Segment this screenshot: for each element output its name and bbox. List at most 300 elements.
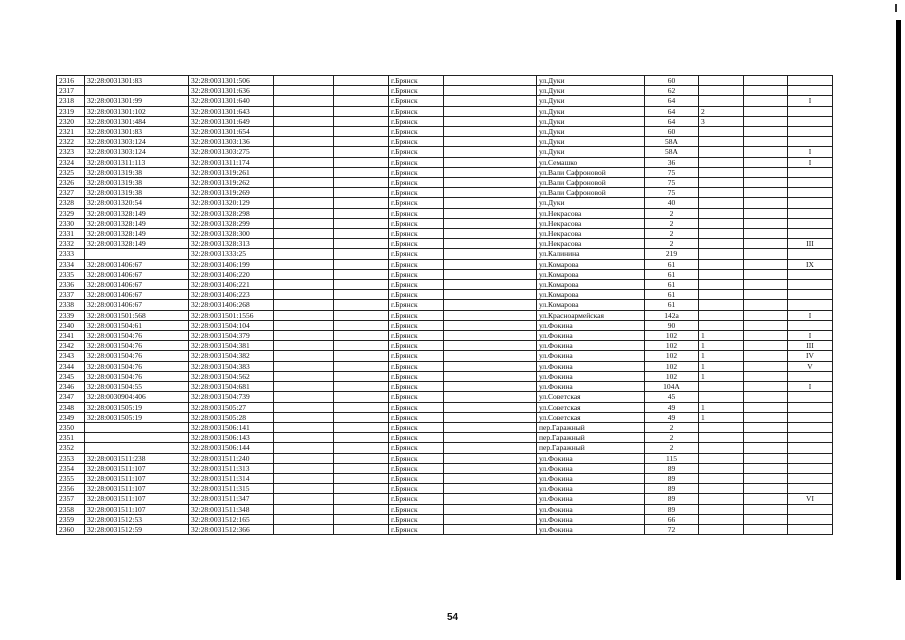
table-cell <box>334 290 389 300</box>
table-cell: 32:28:0031311:113 <box>85 157 189 167</box>
table-cell: 61 <box>645 269 699 279</box>
table-cell: 2321 <box>57 127 85 137</box>
table-cell: 102 <box>645 361 699 371</box>
table-cell: 2345 <box>57 371 85 381</box>
table-row <box>57 433 833 443</box>
table-cell <box>334 443 389 453</box>
table-cell <box>744 208 788 218</box>
table-cell: ул.Комарова <box>537 290 645 300</box>
table-cell <box>334 106 389 116</box>
table-cell: 2327 <box>57 188 85 198</box>
table-cell: 2355 <box>57 473 85 483</box>
table-cell <box>788 137 833 147</box>
table-cell <box>788 167 833 177</box>
table-cell: 75 <box>645 167 699 177</box>
table-cell <box>334 382 389 392</box>
table-cell <box>788 116 833 126</box>
table-cell <box>274 382 334 392</box>
table-cell <box>444 320 537 330</box>
table-cell: 49 <box>645 412 699 422</box>
table-cell: г.Брянск <box>389 392 444 402</box>
table-cell: 32:28:0031406:67 <box>85 290 189 300</box>
table-cell: 32:28:0031303:124 <box>85 137 189 147</box>
table-cell <box>744 178 788 188</box>
table-cell <box>744 443 788 453</box>
table-cell <box>274 453 334 463</box>
table-cell <box>699 188 744 198</box>
table-cell <box>744 229 788 239</box>
table-cell <box>334 361 389 371</box>
table-cell: 2341 <box>57 331 85 341</box>
table-cell: г.Брянск <box>389 331 444 341</box>
table-cell <box>334 96 389 106</box>
table-cell: ул.Красноармейская <box>537 310 645 320</box>
table-cell <box>444 463 537 473</box>
table-cell <box>744 157 788 167</box>
table-cell <box>699 422 744 432</box>
table-cell: ул.Фокина <box>537 320 645 330</box>
table-cell: 32:28:0031406:67 <box>85 280 189 290</box>
table-cell <box>444 167 537 177</box>
table-row <box>57 392 833 402</box>
table-cell <box>744 494 788 504</box>
table-cell: 2318 <box>57 96 85 106</box>
table-cell <box>699 514 744 524</box>
table-cell: 32:28:0031511:107 <box>85 504 189 514</box>
table-cell: г.Брянск <box>389 269 444 279</box>
table-cell: 32:28:0031319:262 <box>189 178 274 188</box>
table-cell: 104А <box>645 382 699 392</box>
table-cell: 32:28:0031319:269 <box>189 188 274 198</box>
table-cell <box>274 371 334 381</box>
table-cell <box>274 218 334 228</box>
table-cell: 32:28:0031406:223 <box>189 290 274 300</box>
table-cell: пер.Гаражный <box>537 433 645 443</box>
table-cell: 2 <box>645 443 699 453</box>
table-row <box>57 86 833 96</box>
table-cell <box>699 473 744 483</box>
table-cell <box>274 433 334 443</box>
table-cell <box>274 280 334 290</box>
table-cell: ул.Вали Сафроновой <box>537 188 645 198</box>
table-cell: г.Брянск <box>389 310 444 320</box>
table-cell: г.Брянск <box>389 116 444 126</box>
table-cell <box>444 86 537 96</box>
table-cell: г.Брянск <box>389 473 444 483</box>
table-cell: ул.Фокина <box>537 371 645 381</box>
table-cell: ул.Дуки <box>537 127 645 137</box>
table-cell <box>744 249 788 259</box>
table-cell <box>699 494 744 504</box>
table-cell: 32:28:0031504:104 <box>189 320 274 330</box>
table-cell: 32:28:0031303:275 <box>189 147 274 157</box>
table-cell: 2340 <box>57 320 85 330</box>
table-cell: 32:28:0031406:199 <box>189 259 274 269</box>
table-cell: 1 <box>699 402 744 412</box>
table-row <box>57 504 833 514</box>
table-cell: г.Брянск <box>389 382 444 392</box>
table-cell: 115 <box>645 453 699 463</box>
scan-edge-bar <box>896 20 901 580</box>
table-cell <box>788 504 833 514</box>
table-cell: 32:28:0031511:314 <box>189 473 274 483</box>
table-cell: 32:28:0031328:300 <box>189 229 274 239</box>
table-cell: г.Брянск <box>389 249 444 259</box>
table-cell: г.Брянск <box>389 147 444 157</box>
table-cell <box>744 320 788 330</box>
table-cell: г.Брянск <box>389 208 444 218</box>
table-cell: 32:28:0031505:19 <box>85 412 189 422</box>
table-cell <box>699 96 744 106</box>
table-cell: 32:28:0031406:67 <box>85 269 189 279</box>
table-cell <box>444 198 537 208</box>
table-cell: 2338 <box>57 300 85 310</box>
table-cell <box>274 249 334 259</box>
table-cell <box>444 473 537 483</box>
table-cell <box>444 127 537 137</box>
table-cell <box>444 290 537 300</box>
table-cell <box>744 259 788 269</box>
table-cell <box>699 463 744 473</box>
table-cell: ул.Фокина <box>537 463 645 473</box>
table-cell <box>274 208 334 218</box>
table-cell: 2316 <box>57 76 85 86</box>
table-cell <box>744 463 788 473</box>
table-row <box>57 331 833 341</box>
table-cell <box>85 422 189 432</box>
table-cell <box>699 433 744 443</box>
table-cell: 32:28:0031504:379 <box>189 331 274 341</box>
table-cell <box>334 157 389 167</box>
table-cell: 2343 <box>57 351 85 361</box>
table-row <box>57 361 833 371</box>
table-cell <box>334 494 389 504</box>
table-cell <box>744 351 788 361</box>
table-cell: 2 <box>645 422 699 432</box>
table-cell <box>274 494 334 504</box>
table-cell <box>274 361 334 371</box>
table-cell <box>699 76 744 86</box>
table-cell: 32:28:0031511:107 <box>85 473 189 483</box>
table-cell: 32:28:0031504:381 <box>189 341 274 351</box>
table-cell: 32:28:0031406:221 <box>189 280 274 290</box>
table-cell <box>699 382 744 392</box>
table-cell <box>788 453 833 463</box>
table-cell: ул.Дуки <box>537 106 645 116</box>
table-cell: 32:28:0031319:38 <box>85 167 189 177</box>
table-cell: 32:28:0031311:174 <box>189 157 274 167</box>
table-cell: 2358 <box>57 504 85 514</box>
table-cell: 32:28:0031301:506 <box>189 76 274 86</box>
table-cell <box>788 218 833 228</box>
table-cell: 32:28:0031328:149 <box>85 229 189 239</box>
table-cell <box>744 300 788 310</box>
table-row <box>57 76 833 86</box>
table-cell: 89 <box>645 463 699 473</box>
table-row <box>57 473 833 483</box>
table-cell <box>699 504 744 514</box>
table-cell <box>274 320 334 330</box>
table-cell <box>788 484 833 494</box>
table-cell <box>699 208 744 218</box>
table-cell: 1 <box>699 331 744 341</box>
table-cell <box>788 514 833 524</box>
table-cell: 1 <box>699 371 744 381</box>
table-cell: 90 <box>645 320 699 330</box>
table-cell: г.Брянск <box>389 484 444 494</box>
table-cell <box>699 137 744 147</box>
table-cell <box>274 147 334 157</box>
page-number: 54 <box>446 612 459 623</box>
table-cell: г.Брянск <box>389 371 444 381</box>
table-cell: 2351 <box>57 433 85 443</box>
table-cell <box>444 341 537 351</box>
table-cell <box>274 116 334 126</box>
table-cell: 2347 <box>57 392 85 402</box>
table-cell: III <box>788 341 833 351</box>
table-cell <box>444 208 537 218</box>
table-cell: ул.Дуки <box>537 86 645 96</box>
table-cell: ул.Фокина <box>537 361 645 371</box>
table-cell <box>744 137 788 147</box>
table-cell: 2334 <box>57 259 85 269</box>
table-cell: 2360 <box>57 524 85 534</box>
table-cell <box>744 361 788 371</box>
table-cell: 72 <box>645 524 699 534</box>
table-cell <box>788 188 833 198</box>
table-cell: 32:28:0031506:143 <box>189 433 274 443</box>
table-cell: 2336 <box>57 280 85 290</box>
table-cell: 32:28:0031501:568 <box>85 310 189 320</box>
table-cell: ул.Дуки <box>537 198 645 208</box>
table-cell: 3 <box>699 116 744 126</box>
table-cell: г.Брянск <box>389 300 444 310</box>
table-cell: г.Брянск <box>389 157 444 167</box>
table-cell <box>744 76 788 86</box>
table-cell <box>788 198 833 208</box>
table-cell: ул.Некрасова <box>537 229 645 239</box>
table-cell <box>334 453 389 463</box>
table-cell: 58А <box>645 137 699 147</box>
table-cell: 32:28:0031301:640 <box>189 96 274 106</box>
table-cell: 45 <box>645 392 699 402</box>
table-row <box>57 137 833 147</box>
table-cell <box>699 443 744 453</box>
table-cell <box>274 269 334 279</box>
table-row <box>57 198 833 208</box>
table-cell <box>444 249 537 259</box>
table-cell: 61 <box>645 259 699 269</box>
table-cell <box>444 280 537 290</box>
table-row <box>57 412 833 422</box>
table-cell <box>699 249 744 259</box>
table-cell: г.Брянск <box>389 402 444 412</box>
table-cell <box>444 188 537 198</box>
table-cell: 32:28:0031505:27 <box>189 402 274 412</box>
table-cell <box>699 524 744 534</box>
table-cell: 2319 <box>57 106 85 116</box>
table-cell <box>85 86 189 96</box>
table-cell <box>699 259 744 269</box>
table-row <box>57 290 833 300</box>
table-cell <box>334 188 389 198</box>
table-cell: 89 <box>645 484 699 494</box>
table-cell: 32:28:0031328:149 <box>85 239 189 249</box>
table-cell <box>334 412 389 422</box>
table-cell: 32:28:0031301:484 <box>85 116 189 126</box>
table-cell: 60 <box>645 76 699 86</box>
table-cell: 64 <box>645 96 699 106</box>
table-cell: ул.Советская <box>537 392 645 402</box>
table-cell <box>334 402 389 412</box>
table-cell <box>699 280 744 290</box>
table-cell: 32:28:0031511:313 <box>189 463 274 473</box>
table-cell: 89 <box>645 494 699 504</box>
table-cell: г.Брянск <box>389 422 444 432</box>
table-cell <box>274 229 334 239</box>
table-cell: 2335 <box>57 269 85 279</box>
table-cell: 89 <box>645 473 699 483</box>
table-row <box>57 310 833 320</box>
table-cell: 32:28:0031501:1556 <box>189 310 274 320</box>
table-cell: 32:28:0031504:55 <box>85 382 189 392</box>
table-cell: 32:28:0031511:107 <box>85 494 189 504</box>
table-cell <box>334 127 389 137</box>
table-cell: г.Брянск <box>389 239 444 249</box>
table-cell <box>744 514 788 524</box>
table-cell <box>334 198 389 208</box>
table-cell <box>274 188 334 198</box>
table-cell <box>274 259 334 269</box>
table-cell <box>788 402 833 412</box>
table-cell: 32:28:0031328:313 <box>189 239 274 249</box>
table-cell <box>334 484 389 494</box>
table-cell <box>274 300 334 310</box>
table-cell <box>788 320 833 330</box>
table-cell: 32:28:0031511:238 <box>85 453 189 463</box>
table-cell <box>444 524 537 534</box>
table-cell <box>334 269 389 279</box>
table-row <box>57 351 833 361</box>
table-cell <box>274 514 334 524</box>
table-cell: 32:28:0031406:220 <box>189 269 274 279</box>
table-cell: 32:28:0031504:76 <box>85 351 189 361</box>
table-cell: 142а <box>645 310 699 320</box>
table-cell <box>788 290 833 300</box>
table-cell <box>788 422 833 432</box>
table-cell: 32:28:0031504:383 <box>189 361 274 371</box>
table-cell <box>334 310 389 320</box>
table-cell <box>334 331 389 341</box>
table-cell: 102 <box>645 351 699 361</box>
table-cell <box>334 86 389 96</box>
table-cell <box>788 300 833 310</box>
table-cell: I <box>788 382 833 392</box>
table-cell <box>334 137 389 147</box>
table-row <box>57 341 833 351</box>
table-cell: г.Брянск <box>389 290 444 300</box>
table-cell <box>744 504 788 514</box>
table-cell <box>744 453 788 463</box>
table-cell <box>334 320 389 330</box>
table-cell <box>744 310 788 320</box>
table-cell <box>699 198 744 208</box>
table-cell <box>274 484 334 494</box>
table-cell: 2324 <box>57 157 85 167</box>
table-cell <box>699 218 744 228</box>
table-cell <box>444 137 537 147</box>
table-row <box>57 453 833 463</box>
table-cell: 32:28:0031512:53 <box>85 514 189 524</box>
table-cell: 2320 <box>57 116 85 126</box>
table-cell <box>744 188 788 198</box>
table-cell <box>444 259 537 269</box>
table-cell: I <box>788 331 833 341</box>
table-cell: 32:28:0031506:144 <box>189 443 274 453</box>
table-cell: 32:28:0031504:76 <box>85 331 189 341</box>
table-cell <box>444 239 537 249</box>
table-cell: 32:28:0031406:268 <box>189 300 274 310</box>
table-cell <box>444 76 537 86</box>
table-cell <box>274 167 334 177</box>
table-cell <box>788 127 833 137</box>
table-cell <box>699 167 744 177</box>
table-cell: ул.Семашко <box>537 157 645 167</box>
table-cell <box>744 269 788 279</box>
table-cell: ул.Комарова <box>537 300 645 310</box>
table-cell <box>699 178 744 188</box>
table-cell: г.Брянск <box>389 351 444 361</box>
table-cell <box>334 116 389 126</box>
table-cell: 2323 <box>57 147 85 157</box>
table-cell: 32:28:0031328:149 <box>85 208 189 218</box>
table-cell <box>444 310 537 320</box>
table-cell: V <box>788 361 833 371</box>
table-cell <box>744 198 788 208</box>
table-row <box>57 229 833 239</box>
table-cell <box>744 239 788 249</box>
table-cell <box>444 402 537 412</box>
table-cell <box>334 351 389 361</box>
table-cell <box>274 473 334 483</box>
table-cell <box>788 86 833 96</box>
table-cell: 32:28:0031504:739 <box>189 392 274 402</box>
table-cell <box>334 422 389 432</box>
table-cell: ул.Фокина <box>537 473 645 483</box>
table-cell: 2 <box>645 208 699 218</box>
table-cell <box>444 382 537 392</box>
table-cell <box>444 443 537 453</box>
table-cell: г.Брянск <box>389 167 444 177</box>
table-cell <box>85 249 189 259</box>
table-cell: 2 <box>645 218 699 228</box>
table-cell: 64 <box>645 106 699 116</box>
table-cell: 2 <box>699 106 744 116</box>
table-cell <box>699 453 744 463</box>
table-cell <box>274 178 334 188</box>
table-cell: ул.Фокина <box>537 382 645 392</box>
table-cell <box>699 269 744 279</box>
table-cell: 32:28:0031328:149 <box>85 218 189 228</box>
table-cell: ул.Фокина <box>537 514 645 524</box>
table-cell <box>699 86 744 96</box>
table-cell <box>334 218 389 228</box>
table-cell: 2339 <box>57 310 85 320</box>
table-cell <box>699 290 744 300</box>
table-row <box>57 259 833 269</box>
table-cell: 32:28:0031504:562 <box>189 371 274 381</box>
table-cell: 2325 <box>57 167 85 177</box>
